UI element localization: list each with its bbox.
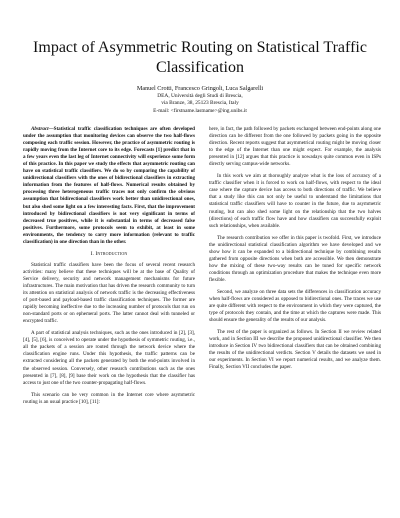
abstract-text: —Statistical traffic classification techniques are often developed under the assumption that monitoring devices can observe the two half-flows composing each traffic session. However, the practice of asymmetric routing is rapidly moving from the Internet core to its edge. Forecasts [1] predict that in a few years even the last leg of Internet connectivity will experience some form of this practice. In this paper we study the effects that asymmetric routing can have on statistical traffic classifiers. We do so by comparing the capability of unidirectional classifiers with the ones of bidirectional classifiers in extracting information from the features of half-flows. Numerical results obtained by processing three heterogeneous traffic traces not only confirm the obvious assumption that bidirectional classifiers work better than unidirectional ones, but also shed some light on a few interesting facts. First, that the improvement introduced by bidirectional classifiers is not very significant in terms of decreased true positives, while it is substantial in terms of decreased false positives. Furthermore, some protocols seem to exhibit, at least in some environments, the tendency to carry more information (relevant to traffic classification) in one direction than in the other. — [23, 126, 195, 245]
author-email: E-mail: <firstname.lastname>@ing.unibs.it — [153, 107, 247, 114]
body-paragraph: The research contribution we offer in this paper is twofold. First, we introduce the unidirectional statistical classification algorithm we have developed and we show how it can be expanded to a bidirectional technique by combining results gathered from opposite directions when both are accessible. We then demonstrate how the mixing of these two-way results can be tuned for specific network conditions through an optimization procedure that makes the technique even more flexible. — [209, 234, 381, 283]
author-names: Manuel Crotti, Francesco Gringoli, Luca Salgarelli — [136, 85, 264, 92]
section-heading-introduction: I. Introduction — [90, 250, 128, 257]
body-paragraph: In this work we aim at thoroughly analyze what is the loss of accuracy of a traffic classifier when it is forced to work on half-flows, with respect to the ideal case where the capture device has access to both directions of traffic. We believe that a study like this can not only be useful to understand the limitations that statistical traffic classifiers will have to counter in the future, due to asymmetric routing, but can also shed some light on the relationship that the two halves (directions) of each traffic flow have and how classifiers can successfully exploit such relationships, when available. — [209, 173, 381, 229]
affiliation-line-1: DEA, Università degli Studi di Brescia, — [157, 93, 243, 99]
intro-paragraph: Statistical traffic classifiers have been the focus of several recent research activities: many believe that these techniques will be at the base of Quality of Service delivery, security and network management mechanisms for future infrastructures. The main motivation that has driven the research community to turn its attention on statistical analysis of network traffic is the decreasing effectiveness of port-based and payload-based traffic classification techniques. The former are rapidly becoming ineffective due to the increasing number of protocols that run on non-standard ports or on ephemeral ports. The latter cannot deal with tunneled or encrypted traffic. — [23, 261, 195, 325]
right-column — [209, 126, 381, 377]
author-block — [20, 84, 380, 115]
affiliation-line-2: via Branze, 38, 25123 Brescia, Italy — [161, 100, 239, 107]
paper-title: Impact of Asymmetric Routing on Statistical Traffic Classification — [33, 39, 367, 76]
left-column — [23, 126, 195, 411]
abstract-label: Abstract — [31, 126, 49, 132]
body-paragraph: here, in fact, the path followed by packets exchanged between end-points along one direction can be different from the one followed by packets going in the opposite direction. Recent reports suggest that asymmetrical routing might be moving closer to the edge of the Internet than one might expect. For example, the analysis presented in [12] argues that this practice is nowadays quite common even in ISPs directly serving campus-wide networks. — [209, 126, 381, 168]
abstract — [23, 126, 195, 246]
intro-paragraph: A part of statistical analysis techniques, such as the ones introduced in [2], [3], [4], [5], [6], is conceived to operate under the hypothesis of symmetric routing, i.e., all the packets of a session are routed through the network device where the classification engine runs. Under this hypothesis, the traffic patterns can be extracted considering all the packets generated by both the end-points involved in the observed session. Conversely, other research contributions such as the ones presented in [7], [8], [9] base their work on the hypothesis that the classifier has access to just one of the two counter-propagating half-flows. — [23, 330, 195, 386]
body-paragraph: The rest of the paper is organized as follows. In Section II we review related work, and in Section III we describe the proposed unidirectional classifier. We then introduce in Section IV two bidirectional classifiers that can be obtained combining the results of the unidirectional verdicts. Section V details the datasets we used in our experiments. In Section VI we report numerical results, and we analyze them. Finally, Section VII concludes the paper. — [209, 329, 381, 371]
intro-paragraph: This scenario can be very common in the Internet core where asymmetric routing is an usual practice [10], [11]: — [23, 391, 195, 405]
body-paragraph: Second, we analyze on three data sets the differences in classification accuracy when half-flows are considered as opposed to bidirectional ones. The traces we use are quite different with respect to the environment in which they were captured, the type of protocols they contain, and the time at which the captures were made. This should ensure the generality of the results of our analysis. — [209, 288, 381, 324]
